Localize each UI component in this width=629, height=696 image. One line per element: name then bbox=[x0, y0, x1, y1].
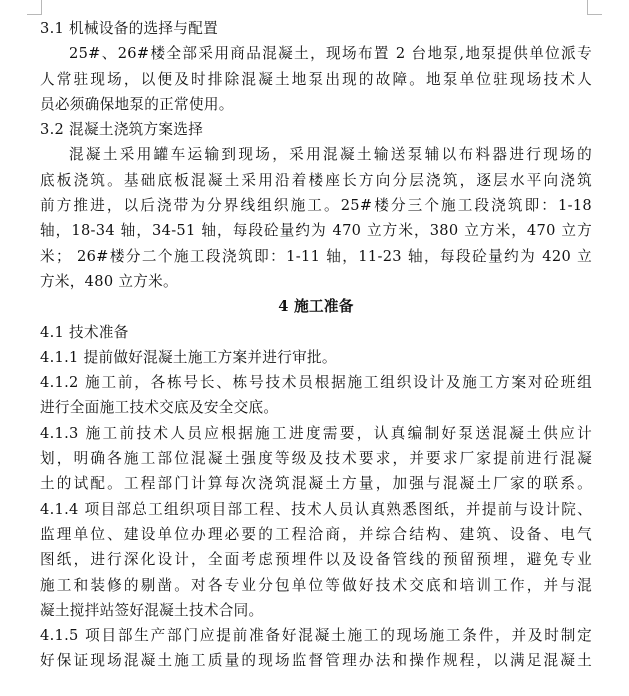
paragraph-line: 25#、26#楼全部采用商品混凝土，现场布置 2 台地泵,地泵提供单位派专 bbox=[69, 45, 592, 63]
paragraph-line: 人常驻现场，以便及时排除混凝土地泵出现的故障。地泵单位驻现场技术人 bbox=[40, 70, 592, 88]
paragraph-line: 施工和装修的剔凿。对各专业分包单位等做好技术交底和培训工作，并与混 bbox=[40, 576, 592, 594]
paragraph-line: 混凝土采用罐车运输到现场，采用混凝土输送泵辅以布料器进行现场的 bbox=[69, 146, 592, 164]
clause-4-1-4: 4.1.4 项目部总工组织项目部工程、技术人员认真熟悉图纸，并提前与设计院、 bbox=[40, 500, 592, 518]
paragraph-line: 米； 26#楼分二个施工段浇筑即：1-11 轴，11-23 轴，每段砼量约为 420 立 bbox=[40, 247, 592, 265]
paragraph-line: 土的试配。工程部门计算每次浇筑混凝土方量，加强与混凝土厂家的联系。 bbox=[40, 475, 592, 493]
page-corner-mark-right bbox=[587, 0, 602, 15]
section-heading-3-2: 3.2 混凝土浇筑方案选择 bbox=[40, 121, 204, 139]
paragraph-line: 图纸，进行深化设计，全面考虑预埋件以及设备管线的预留预埋，避免专业 bbox=[40, 551, 592, 569]
paragraph-line: 方米，480 立方米。 bbox=[40, 272, 178, 290]
paragraph-line: 轴，18-34 轴，34-51 轴，每段砼量约为 470 立方米，380 立方米，470 立方 bbox=[40, 222, 592, 240]
document-body bbox=[40, 16, 592, 674]
paragraph-line: 前方推进，以后浇带为分界线组织施工。25#楼分三个施工段浇筑即：1-18 bbox=[40, 197, 592, 215]
section-heading-3-1: 3.1 机械设备的选择与配置 bbox=[40, 20, 218, 37]
clause-4-1-1: 4.1.1 提前做好混凝土施工方案并进行审批。 bbox=[40, 348, 337, 366]
paragraph-line: 底板浇筑。基础底板混凝土采用沿着楼座长方向分层浇筑，逐层水平向浇筑 bbox=[40, 171, 592, 189]
page-corner-mark-left bbox=[27, 0, 42, 15]
paragraph-line: 好保证现场混凝土施工质量的现场监督管理办法和操作规程，以满足混凝土 bbox=[40, 652, 592, 670]
paragraph-line: 划，明确各施工部位混凝土强度等级及技术要求，并要求厂家提前进行混凝 bbox=[40, 450, 592, 468]
paragraph-line: 进行全面施工技术交底及安全交底。 bbox=[40, 399, 279, 417]
clause-4-1-3: 4.1.3 施工前技术人员应根据施工进度需要，认真编制好泵送混凝土供应计 bbox=[40, 424, 592, 442]
clause-4-1-2: 4.1.2 施工前，各栋号长、栋号技术员根据施工组织设计及施工方案对砼班组 bbox=[40, 374, 592, 392]
paragraph-line: 凝土搅拌站签好混凝土技术合同。 bbox=[40, 601, 264, 619]
paragraph-line: 员必须确保地泵的正常使用。 bbox=[40, 95, 234, 113]
paragraph-line: 监理单位、建设单位办理必要的工程洽商，并综合结构、建筑、设备、电气 bbox=[40, 525, 592, 543]
clause-4-1-5: 4.1.5 项目部生产部门应提前准备好混凝土施工的现场施工条件，并及时制定 bbox=[40, 627, 592, 645]
chapter-title-4: 4 施工准备 bbox=[278, 298, 354, 316]
section-heading-4-1: 4.1 技术准备 bbox=[40, 323, 129, 341]
